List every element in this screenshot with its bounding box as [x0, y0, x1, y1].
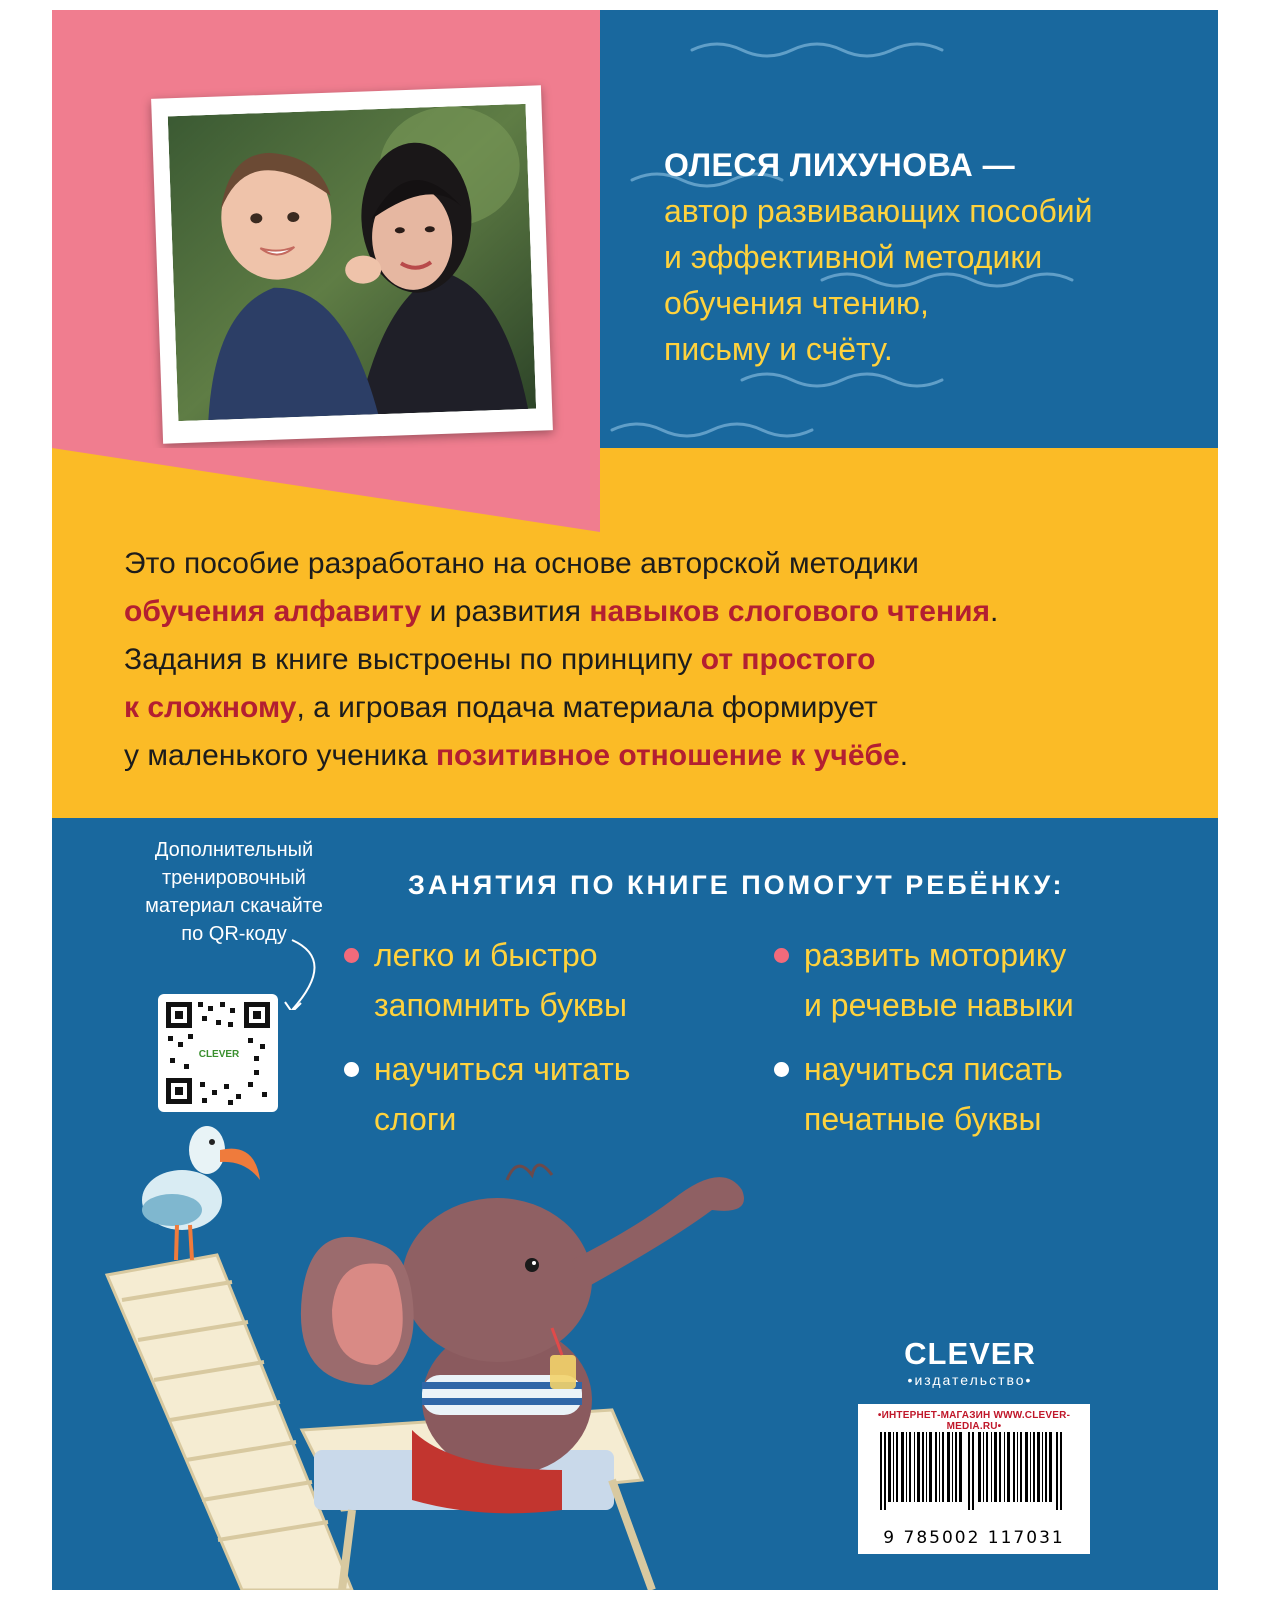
book-back-cover — [52, 10, 1218, 1590]
qr-caption-line: материал скачайте — [145, 895, 323, 917]
highlight: позитивное отношение к учёбе — [435, 739, 900, 772]
qr-caption-line: Дополнительный — [154, 839, 314, 861]
description-line: к сложному, а игровая подача материала формирует — [124, 691, 878, 724]
description-line: Это пособие разработано на основе авторской методики — [124, 547, 919, 580]
isbn-number: 9 785002 117031 — [883, 1528, 1065, 1548]
barcode — [858, 1404, 1090, 1554]
author-bio-line: автор развивающих пособий — [664, 193, 1093, 229]
qr-caption-line: тренировочный — [162, 867, 306, 889]
benefits-title: ЗАНЯТИЯ ПО КНИГЕ ПОМОГУТ РЕБЁНКУ: — [408, 870, 1065, 900]
shop-url: •ИНТЕРНЕТ-МАГАЗИН WWW.CLEVER-MEDIA.RU• — [877, 1410, 1071, 1432]
description-line: Задания в книге выстроены по принципу от простого — [124, 643, 876, 676]
author-bio-line: письму и счёту. — [664, 331, 893, 367]
author-bio-line: и эффективной методики — [664, 239, 1043, 275]
highlight: обучения алфавиту — [124, 595, 422, 628]
qr-logo: CLEVER — [198, 1049, 240, 1060]
benefit-item: научиться писать печатные буквы — [804, 1044, 1063, 1144]
seagull — [142, 1126, 260, 1260]
qr-caption-line: по QR-коду — [181, 923, 287, 945]
author-name: ОЛЕСЯ ЛИХУНОВА — — [664, 147, 1016, 183]
benefit-item: научиться читать слоги — [374, 1044, 630, 1144]
publisher-logo: CLEVER •издательство• — [904, 1336, 1036, 1388]
benefit-item: легко и быстро запомнить буквы — [374, 930, 627, 1030]
barcode-bars — [858, 1428, 1090, 1518]
benefit-item: развить моторику и речевые навыки — [804, 930, 1074, 1030]
elephant-illustration — [52, 10, 812, 1590]
author-bio-line: обучения чтению, — [664, 285, 929, 321]
description-line: у маленького ученика позитивное отношение к учёбе. — [124, 739, 909, 772]
highlight: от простого — [700, 643, 876, 676]
highlight: навыков слогового чтения — [589, 595, 991, 628]
description-line: обучения алфавиту и развития навыков слогового чтения. — [124, 595, 999, 628]
highlight: к сложному — [124, 691, 297, 724]
